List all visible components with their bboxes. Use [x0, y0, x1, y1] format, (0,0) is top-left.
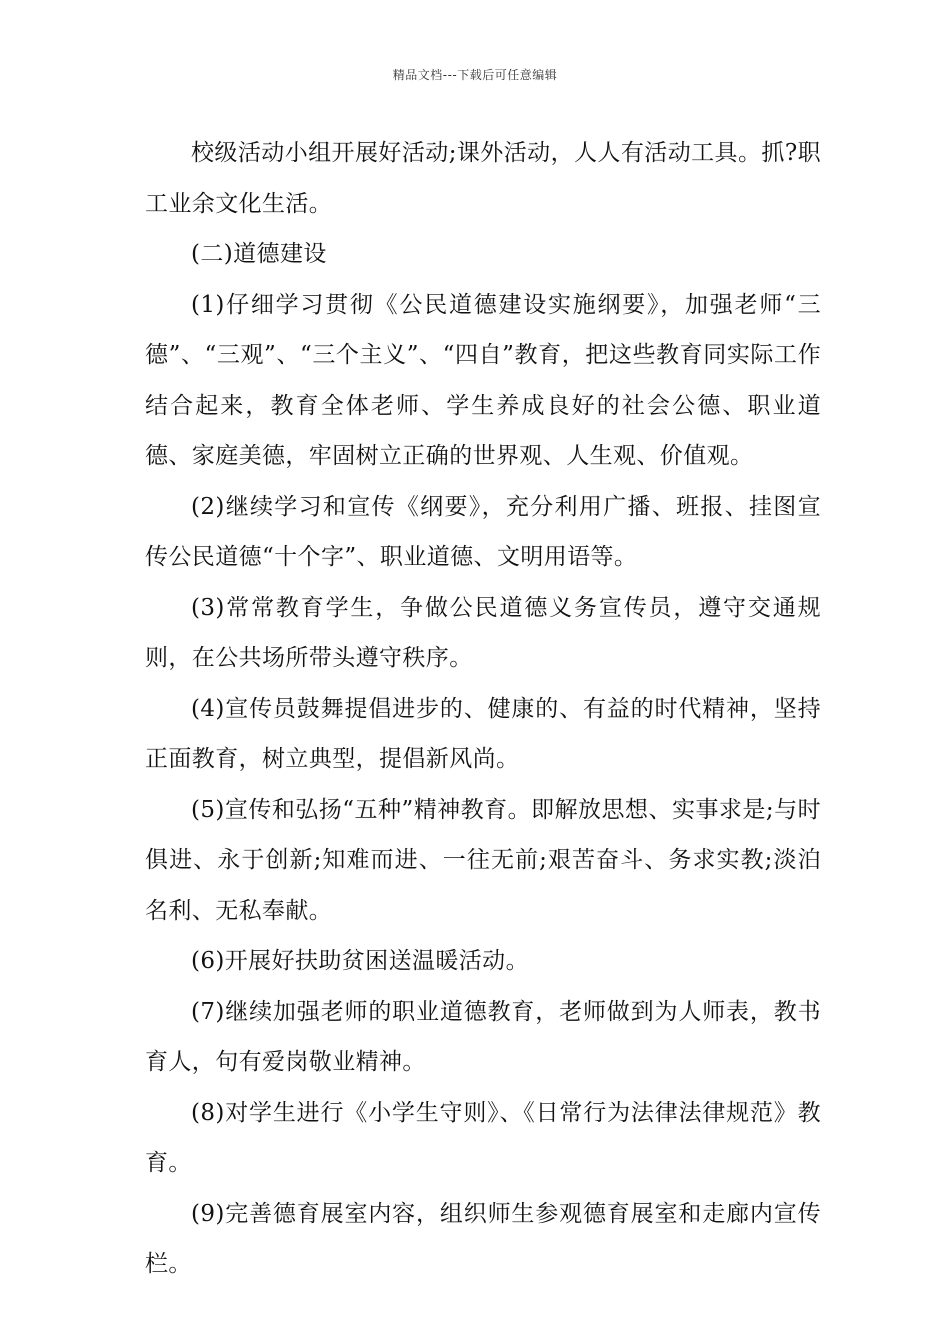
paragraph-item-5: (5)宣传和弘扬“五种”精神教育。即解放思想、实事求是;与时俱进、永于创新;知难而进、一往无前;艰苦奋斗、务求实教;淡泊名利、无私奉献。	[145, 796, 821, 924]
paragraph-item-9: (9)完善德育展室内容，组织师生参观德育展室和走廊内宣传栏。	[145, 1200, 821, 1277]
page-header: 精品文档---下载后可任意编辑	[392, 68, 558, 82]
paragraph-item-7: (7)继续加强老师的职业道德教育，老师做到为人师表，教书育人，句有爱岗敬业精神。	[145, 998, 821, 1075]
paragraph-activities: 校级活动小组开展好活动;课外活动，人人有活动工具。抓?职工业余文化生活。	[145, 140, 821, 217]
document-body	[145, 128, 821, 1290]
paragraph-item-1: (1)仔细学习贯彻《公民道德建设实施纲要》，加强老师“三德”、“三观”、“三个主义”、“四自”教育，把这些教育同实际工作结合起来，教育全体老师、学生养成良好的社会公德、职业道德、家庭美德，牢固树立正确的世界观、人生观、价值观。	[145, 291, 821, 469]
section-heading-moral-construction: (二)道德建设	[191, 241, 327, 267]
paragraph-item-3: (3)常常教育学生，争做公民道德义务宣传员，遵守交通规则，在公共场所带头遵守秩序。	[145, 594, 821, 671]
paragraph-item-2: (2)继续学习和宣传《纲要》，充分利用广播、班报、挂图宣传公民道德“十个字”、职业道德、文明用语等。	[145, 493, 821, 570]
paragraph-item-4: (4)宣传员鼓舞提倡进步的、健康的、有益的时代精神，坚持正面教育，树立典型，提倡新风尚。	[145, 695, 821, 772]
paragraph-item-6: (6)开展好扶助贫困送温暖活动。	[191, 948, 529, 974]
paragraph-item-8: (8)对学生进行《小学生守则》、《日常行为法律法律规范》教育。	[145, 1099, 821, 1176]
